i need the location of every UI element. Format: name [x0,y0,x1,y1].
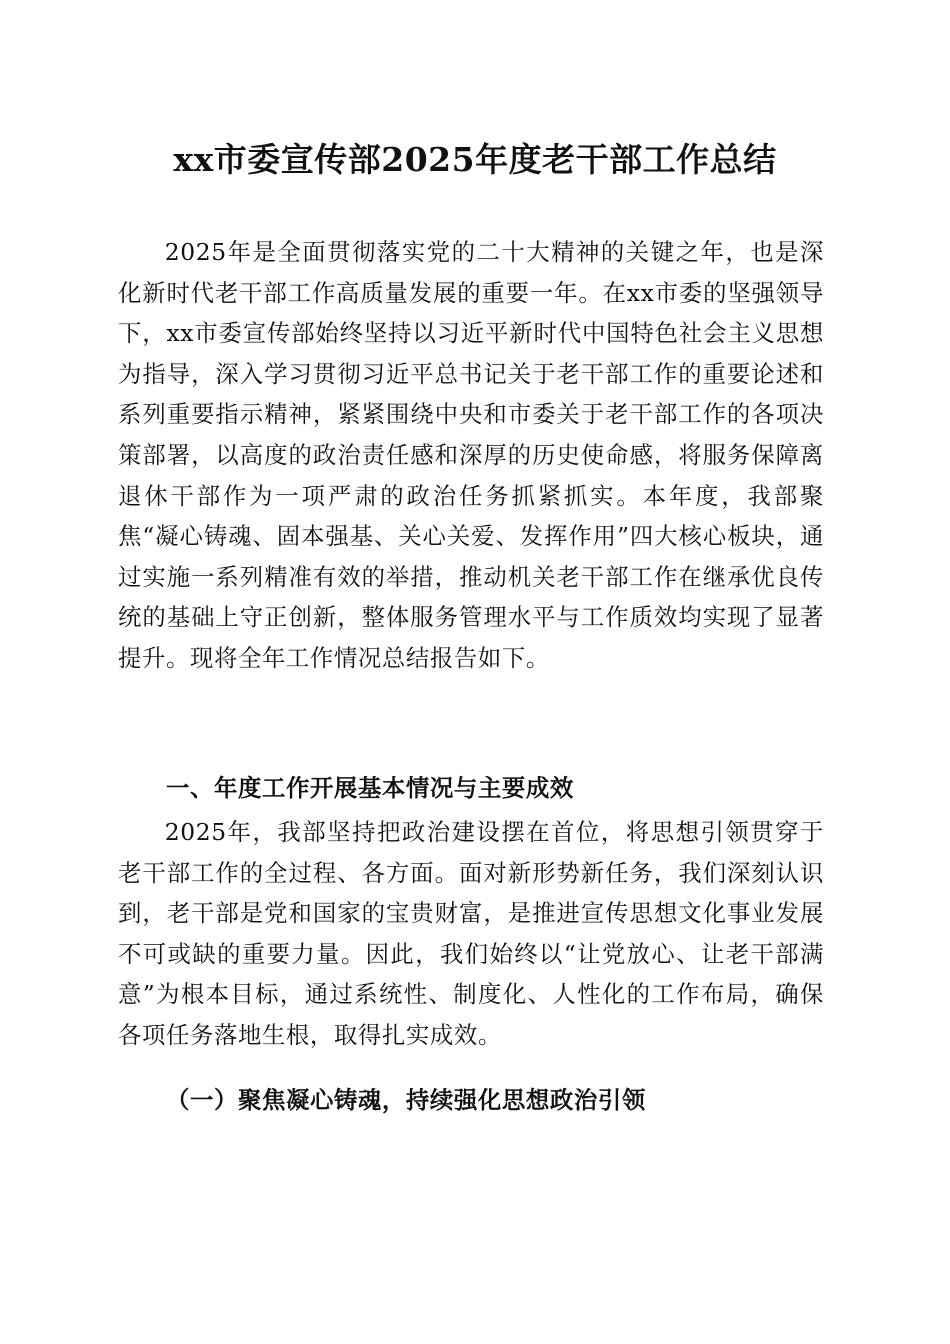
intro-paragraph: 2025年是全面贯彻落实党的二十大精神的关键之年，也是深化新时代老干部工作高质量发展的重要一年。在xx市委的坚强领导下，xx市委宣传部始终坚持以习近平新时代中国特色社会主义思想为指导，深入学习贯彻习近平总书记关于老干部工作的重要论述和系列重要指示精神，紧紧围绕中央和市委关于老干部工作的各项决策部署，以高度的政治责任感和深厚的历史使命感，将服务保障离退休干部作为一项严肃的政治任务抓紧抓实。本年度，我部聚焦“凝心铸魂、固本强基、关心关爱、发挥作用”四大核心板块，通过实施一系列精准有效的举措，推动机关老干部工作在继承优良传统的基础上守正创新，整体服务管理水平与工作质效均实现了显著提升。现将全年工作情况总结报告如下。 [118,238,824,672]
section-paragraph: 2025年，我部坚持把政治建设摆在首位，将思想引领贯穿于老干部工作的全过程、各方面。面对新形势新任务，我们深刻认识到，老干部是党和国家的宝贵财富，是推进宣传思想文化事业发展不可或缺的重要力量。因此，我们始终以“让党放心、让老干部满意”为根本目标，通过系统性、制度化、人性化的工作布局，确保各项任务落地生根，取得扎实成效。 [118,818,824,1049]
subsection-heading: （一）聚焦凝心铸魂，持续强化思想政治引领 [166,1086,646,1114]
document-title: xx市委宣传部2025年度老干部工作总结 [173,140,777,179]
section-heading: 一、年度工作开展基本情况与主要成效 [166,774,574,802]
